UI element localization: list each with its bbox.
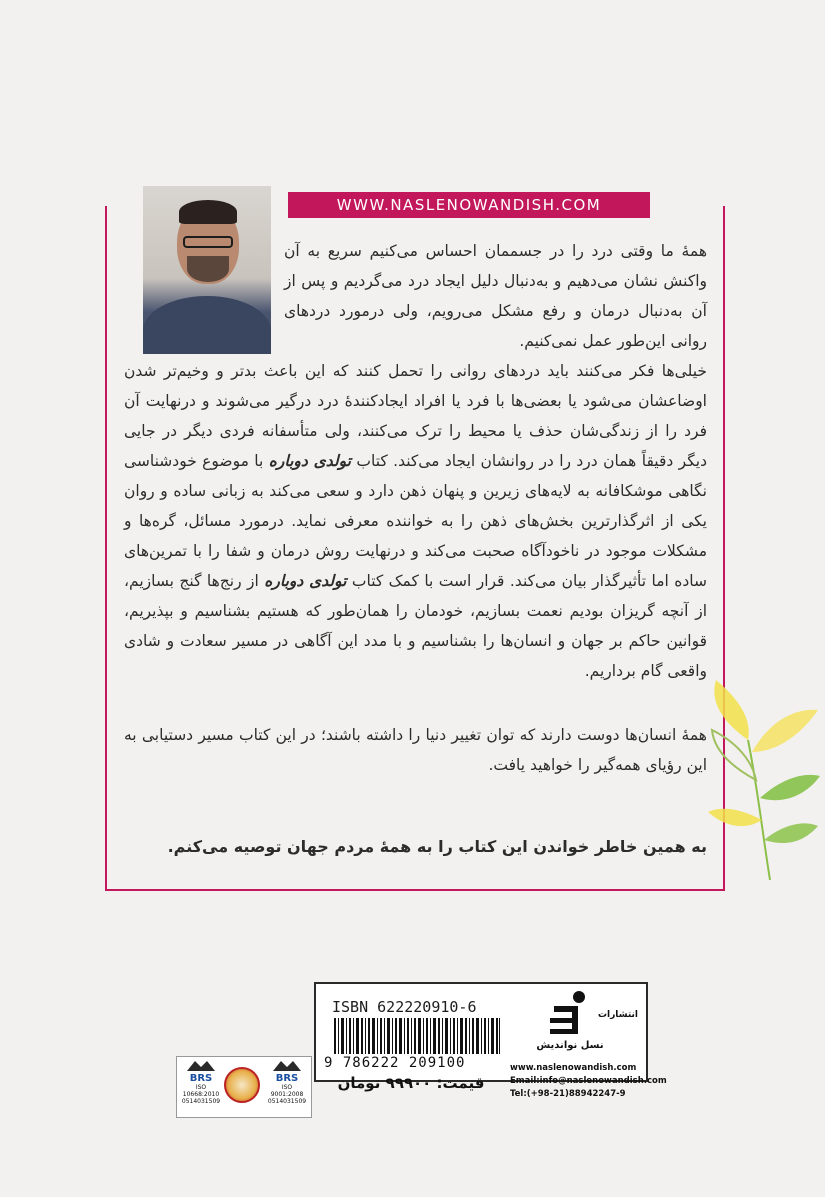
cert-standard: ISO 10668:2010 xyxy=(182,1084,220,1098)
author-photo xyxy=(143,186,271,354)
author-photo-glasses xyxy=(183,236,233,248)
paragraph-recommendation: به همین خاطر خواندن این کتاب را به همهٔ مردم جهان توصیه می‌کنم. xyxy=(167,837,707,856)
price-label: قیمت: ۹۹۹۰۰ تومان xyxy=(337,1074,485,1092)
barcode-icon xyxy=(332,1018,502,1054)
barcode-digits: 9 786222 209100 xyxy=(324,1055,466,1071)
publisher-tel: Tel:(+98-21)88942247-9 xyxy=(510,1089,626,1099)
cert-badge-left xyxy=(179,1059,223,1115)
publisher-email[interactable]: Email:info@naslenowandish.com xyxy=(510,1076,667,1086)
cert-brand: BRS xyxy=(275,1073,299,1084)
paragraph-closing: همهٔ انسان‌ها دوست دارند که توان تغییر دنیا را داشته باشند؛ در این کتاب مسیر دستیابی به این رؤیای همه‌گیر را خواهید یافت. xyxy=(124,726,707,774)
publisher-contact xyxy=(510,1062,667,1101)
brs-arrow-icon xyxy=(273,1061,301,1071)
author-photo-beard xyxy=(187,256,229,282)
paragraph-main xyxy=(124,356,707,686)
website-banner[interactable]: WWW.NASLENOWANDISH.COM xyxy=(288,192,650,218)
book-title-mention: تولدی دوباره xyxy=(268,452,351,470)
paragraph-main-part-a: خیلی‌ها فکر می‌کنند باید دردهای روانی را تحمل کنند که این باعث بدتر و وخیم‌تر شدن اوضاعشان می‌شود یا بعضی‌ها با فرد یا افراد ایجادکنندهٔ درد درگیر می‌شوند و درنهایت آن فرد را از زندگی‌شان حذف یا محیط را ترک می‌کنند، ولی متأسفانه فردی دیگر در جایی دیگر دقیقاً همان درد را در روانشان ایجاد می‌کند. کتاب xyxy=(124,362,708,470)
cert-number: 0514031509 xyxy=(267,1098,307,1105)
paragraph-main-part-c: از رنج‌ها گنج بسازیم، از آنچه گریزان بودیم نعمت بسازیم، خودمان را همان‌طور که هستیم بشناسیم و بپذیریم، قوانین حاکم بر جهان و انسان‌ها را بشناسیم و با مدد این آگاهی در مسیر سعادت و شادی واقعی گام برداریم. xyxy=(124,572,707,680)
publisher-website[interactable]: www.naslenowandish.com xyxy=(510,1063,637,1073)
book-title-mention: تولدی دوباره xyxy=(264,572,347,590)
author-photo-hair xyxy=(179,200,237,224)
cert-seal-icon xyxy=(224,1067,260,1103)
cert-brand: BRS xyxy=(189,1073,213,1084)
cert-number: 0514031509 xyxy=(181,1098,221,1105)
publisher-logo-icon xyxy=(548,990,588,1038)
cert-badge-right xyxy=(265,1059,309,1115)
brs-arrow-icon xyxy=(187,1061,215,1071)
author-photo-body xyxy=(143,296,271,354)
certification-badges xyxy=(176,1056,312,1118)
publisher-label: انتشارات xyxy=(598,1010,638,1020)
isbn-text: ISBN 622220910-6 xyxy=(332,998,477,1016)
cert-standard: ISO 9001:2008 xyxy=(270,1084,304,1098)
paragraph-intro: همهٔ ما وقتی درد را در جسممان احساس می‌کنیم سریع به آن واکنش نشان می‌دهیم و به‌دنبال دلیل ایجاد درد می‌گردیم و پس از آن به‌دنبال درمان و رفع مشکل می‌رویم، ولی درمورد دردهای روانی این‌طور عمل نمی‌کنیم. xyxy=(284,242,707,350)
leaves-decoration-icon xyxy=(700,680,825,880)
paragraph-main-part-b: با موضوع خودشناسی نگاهی موشکافانه به لایه‌های زیرین و پنهان ذهن دارد و سعی می‌کند به زبانی ساده و روان یکی از اثرگذارترین بخش‌های ذهن را به خواننده معرفی نماید. درمورد مسائل، گره‌ها و مشکلات موجود در ناخودآگاه صحبت می‌کند و درنهایت روش درمان و شفا را با تمرین‌های ساده اما تأثیرگذار بیان می‌کند. قرار است با کمک کتاب xyxy=(124,452,707,590)
publisher-name: نسل نواندیش xyxy=(536,1040,604,1051)
